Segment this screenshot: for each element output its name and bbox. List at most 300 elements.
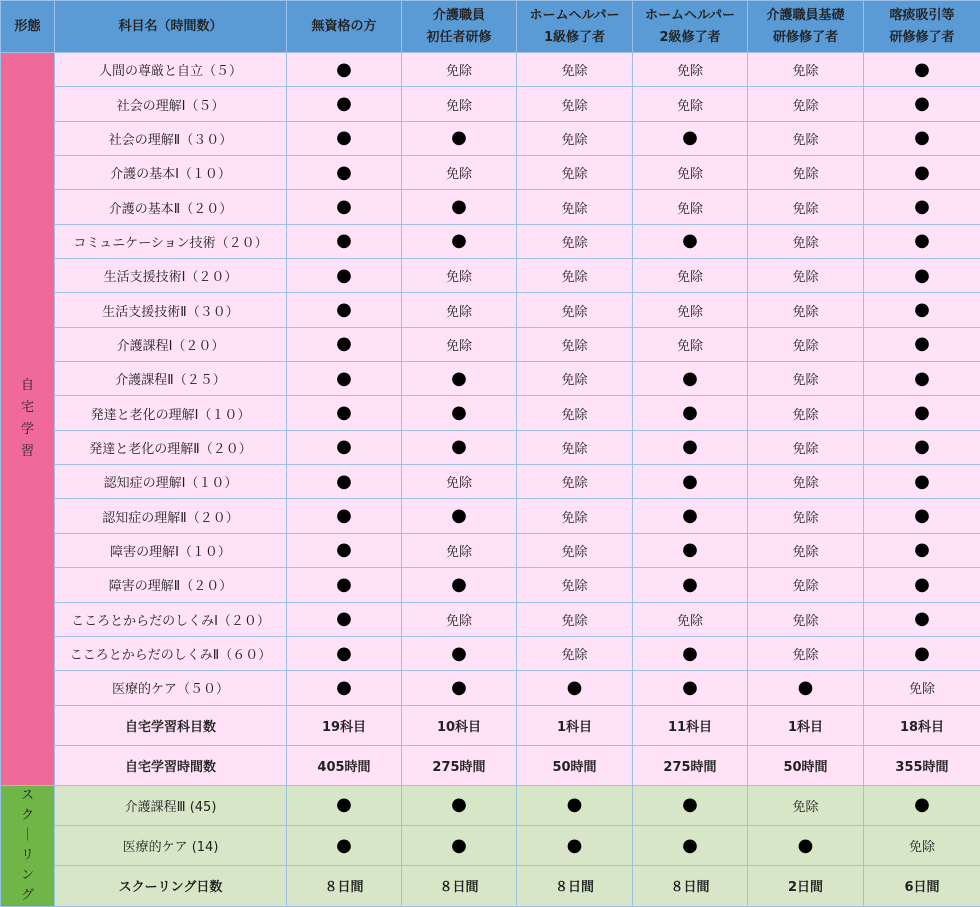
- required-dot-icon: ●: [336, 265, 352, 286]
- home-table-row: [1, 499, 980, 533]
- exempt-label: 免除: [446, 270, 472, 285]
- required-dot-icon: ●: [567, 677, 583, 698]
- form-label-home-char: 宅: [1, 397, 54, 419]
- home-value-cell: [517, 156, 633, 190]
- required-dot-icon: ●: [914, 59, 930, 80]
- form-label-schooling-char: ン: [1, 866, 54, 886]
- header-column: [517, 1, 633, 53]
- home-value-cell: [633, 430, 748, 464]
- home-value-cell: [748, 259, 864, 293]
- home-value-cell: [402, 362, 517, 396]
- subject-name: 認知症の理解Ⅱ（２０）: [55, 499, 287, 533]
- home-study-section: [1, 53, 980, 786]
- home-value-cell: [748, 465, 864, 499]
- required-dot-icon: ●: [682, 643, 698, 664]
- exempt-label: 免除: [792, 236, 818, 251]
- home-value-cell: [402, 53, 517, 87]
- summary-value: ８日間: [517, 866, 633, 907]
- home-value-cell: [633, 636, 748, 670]
- required-dot-icon: ●: [336, 299, 352, 320]
- exempt-label: 免除: [561, 270, 587, 285]
- exempt-label: 免除: [446, 99, 472, 114]
- required-dot-icon: ●: [914, 333, 930, 354]
- summary-label: スクーリング日数: [55, 866, 287, 907]
- header-column: [864, 1, 980, 53]
- home-value-cell: [748, 671, 864, 705]
- exempt-label: 免除: [561, 305, 587, 320]
- home-value-cell: [864, 636, 980, 670]
- home-value-cell: [633, 293, 748, 327]
- home-value-cell: [402, 636, 517, 670]
- home-table-row: [1, 396, 980, 430]
- exempt-label: 免除: [561, 339, 587, 354]
- subject-name: 認知症の理解Ⅰ（１０）: [55, 465, 287, 499]
- home-value-cell: [748, 156, 864, 190]
- required-dot-icon: ●: [682, 574, 698, 595]
- schooling-table-row: [1, 825, 980, 865]
- required-dot-icon: ●: [451, 196, 467, 217]
- required-dot-icon: ●: [914, 402, 930, 423]
- schooling-value-cell: [517, 785, 633, 825]
- exempt-label: 免除: [446, 305, 472, 320]
- home-value-cell: [287, 396, 402, 430]
- required-dot-icon: ●: [914, 265, 930, 286]
- home-value-cell: [517, 499, 633, 533]
- exempt-label: 免除: [792, 545, 818, 560]
- schooling-value-cell: [287, 785, 402, 825]
- home-value-cell: [402, 671, 517, 705]
- home-value-cell: [748, 568, 864, 602]
- home-value-cell: [633, 602, 748, 636]
- required-dot-icon: ●: [914, 643, 930, 664]
- required-dot-icon: ●: [682, 794, 698, 815]
- home-value-cell: [864, 671, 980, 705]
- home-value-cell: [517, 671, 633, 705]
- exempt-label: 免除: [561, 614, 587, 629]
- home-value-cell: [287, 499, 402, 533]
- summary-value: 2日間: [748, 866, 864, 907]
- exempt-label: 免除: [446, 64, 472, 79]
- form-label-home-char: 自: [1, 375, 54, 397]
- home-table-row: [1, 602, 980, 636]
- required-dot-icon: ●: [914, 162, 930, 183]
- exempt-label: 免除: [561, 202, 587, 217]
- home-value-cell: [633, 121, 748, 155]
- home-table-row: [1, 671, 980, 705]
- required-dot-icon: ●: [682, 539, 698, 560]
- exempt-label: 免除: [909, 682, 935, 697]
- schooling-summary-row: [1, 866, 980, 907]
- subject-name: 社会の理解Ⅱ（３０）: [55, 121, 287, 155]
- required-dot-icon: ●: [336, 608, 352, 629]
- required-dot-icon: ●: [914, 368, 930, 389]
- exempt-label: 免除: [561, 545, 587, 560]
- home-value-cell: [864, 465, 980, 499]
- header-column-line: 研修修了者: [889, 30, 954, 45]
- header-column: [402, 1, 517, 53]
- required-dot-icon: ●: [914, 230, 930, 251]
- home-value-cell: [864, 87, 980, 121]
- exempt-label: 免除: [677, 305, 703, 320]
- home-table-row: [1, 53, 980, 87]
- home-value-cell: [517, 465, 633, 499]
- header-subject: 科目名（時間数）: [55, 1, 287, 53]
- exempt-label: 免除: [677, 64, 703, 79]
- home-value-cell: [748, 224, 864, 258]
- required-dot-icon: ●: [682, 436, 698, 457]
- form-label-home-char: 学: [1, 419, 54, 441]
- home-value-cell: [748, 499, 864, 533]
- summary-value: 50時間: [517, 745, 633, 785]
- exempt-label: 免除: [561, 511, 587, 526]
- home-value-cell: [402, 121, 517, 155]
- required-dot-icon: ●: [336, 402, 352, 423]
- exempt-label: 免除: [446, 614, 472, 629]
- exempt-label: 免除: [792, 167, 818, 182]
- exempt-label: 免除: [792, 408, 818, 423]
- home-value-cell: [287, 602, 402, 636]
- required-dot-icon: ●: [336, 230, 352, 251]
- home-value-cell: [748, 293, 864, 327]
- home-table-row: [1, 533, 980, 567]
- required-dot-icon: ●: [336, 368, 352, 389]
- home-value-cell: [633, 568, 748, 602]
- home-value-cell: [517, 568, 633, 602]
- schooling-value-cell: [402, 825, 517, 865]
- home-value-cell: [517, 602, 633, 636]
- home-value-cell: [402, 396, 517, 430]
- header-column-line: 2級修了者: [659, 30, 720, 45]
- home-value-cell: [748, 396, 864, 430]
- home-value-cell: [633, 87, 748, 121]
- subject-name: 介護課程Ⅲ (45): [55, 785, 287, 825]
- required-dot-icon: ●: [451, 505, 467, 526]
- exempt-label: 免除: [792, 99, 818, 114]
- schooling-value-cell: [633, 785, 748, 825]
- subject-name: 障害の理解Ⅰ（１０）: [55, 533, 287, 567]
- home-value-cell: [633, 53, 748, 87]
- exempt-label: 免除: [792, 476, 818, 491]
- summary-label: 自宅学習時間数: [55, 745, 287, 785]
- required-dot-icon: ●: [336, 835, 352, 856]
- subject-name: 介護課程Ⅱ（２５）: [55, 362, 287, 396]
- home-value-cell: [633, 259, 748, 293]
- required-dot-icon: ●: [336, 59, 352, 80]
- subject-name: 人間の尊厳と自立（５）: [55, 53, 287, 87]
- required-dot-icon: ●: [451, 794, 467, 815]
- summary-label: 自宅学習科目数: [55, 705, 287, 745]
- home-value-cell: [402, 259, 517, 293]
- home-value-cell: [402, 327, 517, 361]
- required-dot-icon: ●: [567, 794, 583, 815]
- required-dot-icon: ●: [451, 368, 467, 389]
- home-value-cell: [402, 430, 517, 464]
- home-value-cell: [748, 327, 864, 361]
- summary-value: 275時間: [633, 745, 748, 785]
- exempt-label: 免除: [561, 373, 587, 388]
- required-dot-icon: ●: [682, 505, 698, 526]
- required-dot-icon: ●: [451, 574, 467, 595]
- subject-name: 障害の理解Ⅱ（２０）: [55, 568, 287, 602]
- home-value-cell: [864, 259, 980, 293]
- exempt-label: 免除: [677, 339, 703, 354]
- home-table-row: [1, 636, 980, 670]
- home-value-cell: [517, 53, 633, 87]
- exempt-label: 免除: [446, 339, 472, 354]
- summary-value: 11科目: [633, 705, 748, 745]
- required-dot-icon: ●: [914, 93, 930, 114]
- home-table-row: [1, 465, 980, 499]
- home-value-cell: [633, 499, 748, 533]
- required-dot-icon: ●: [451, 127, 467, 148]
- home-value-cell: [517, 190, 633, 224]
- home-value-cell: [864, 121, 980, 155]
- exempt-label: 免除: [677, 270, 703, 285]
- exempt-label: 免除: [446, 167, 472, 182]
- home-table-row: [1, 568, 980, 602]
- required-dot-icon: ●: [682, 835, 698, 856]
- exempt-label: 免除: [792, 133, 818, 148]
- home-value-cell: [864, 190, 980, 224]
- subject-name: 医療的ケア (14): [55, 825, 287, 865]
- home-value-cell: [864, 602, 980, 636]
- header-column-line: 介護職員基礎: [766, 8, 844, 23]
- schooling-section: [1, 785, 980, 906]
- home-value-cell: [517, 396, 633, 430]
- required-dot-icon: ●: [914, 471, 930, 492]
- exempt-label: 免除: [561, 579, 587, 594]
- home-value-cell: [402, 190, 517, 224]
- summary-value: 1科目: [748, 705, 864, 745]
- home-table-row: [1, 293, 980, 327]
- home-value-cell: [864, 362, 980, 396]
- home-table-row: [1, 121, 980, 155]
- home-value-cell: [287, 533, 402, 567]
- required-dot-icon: ●: [914, 505, 930, 526]
- home-table-row: [1, 362, 980, 396]
- header-form: 形態: [1, 1, 55, 53]
- subject-name: 介護課程Ⅰ（２０）: [55, 327, 287, 361]
- home-value-cell: [287, 636, 402, 670]
- subject-name: 生活支援技術Ⅰ（２０）: [55, 259, 287, 293]
- required-dot-icon: ●: [336, 574, 352, 595]
- required-dot-icon: ●: [914, 608, 930, 629]
- home-value-cell: [633, 671, 748, 705]
- required-dot-icon: ●: [336, 505, 352, 526]
- required-dot-icon: ●: [798, 677, 814, 698]
- summary-value: 6日間: [864, 866, 980, 907]
- home-value-cell: [287, 465, 402, 499]
- form-label-schooling-char: リ: [1, 846, 54, 866]
- exempt-label: 免除: [561, 442, 587, 457]
- form-label-schooling-char: ｜: [1, 826, 54, 846]
- home-value-cell: [402, 465, 517, 499]
- schooling-value-cell: [287, 825, 402, 865]
- home-table-row: [1, 430, 980, 464]
- subject-name: 介護の基本Ⅰ（１０）: [55, 156, 287, 190]
- exempt-label: 免除: [561, 476, 587, 491]
- header-column-line: 1級修了者: [544, 30, 605, 45]
- summary-value: 405時間: [287, 745, 402, 785]
- home-summary-row: [1, 745, 980, 785]
- home-value-cell: [287, 671, 402, 705]
- exempt-label: 免除: [561, 64, 587, 79]
- form-label-schooling-char: ク: [1, 806, 54, 826]
- home-value-cell: [402, 602, 517, 636]
- home-value-cell: [517, 293, 633, 327]
- home-value-cell: [287, 190, 402, 224]
- home-value-cell: [287, 87, 402, 121]
- header-column-line: ホームヘルパー: [529, 8, 619, 23]
- schooling-value-cell: [864, 825, 980, 865]
- exempt-label: 免除: [561, 99, 587, 114]
- home-value-cell: [287, 293, 402, 327]
- required-dot-icon: ●: [914, 299, 930, 320]
- home-value-cell: [517, 121, 633, 155]
- home-value-cell: [748, 190, 864, 224]
- exempt-label: 免除: [792, 648, 818, 663]
- home-value-cell: [748, 533, 864, 567]
- exempt-label: 免除: [561, 133, 587, 148]
- summary-value: ８日間: [287, 866, 402, 907]
- header-column: [633, 1, 748, 53]
- subject-name: 医療的ケア（５０）: [55, 671, 287, 705]
- header-column-line: 無資格の方: [311, 19, 376, 34]
- home-value-cell: [402, 533, 517, 567]
- home-table-row: [1, 87, 980, 121]
- exempt-label: 免除: [792, 339, 818, 354]
- home-value-cell: [287, 224, 402, 258]
- exempt-label: 免除: [792, 202, 818, 217]
- home-value-cell: [748, 121, 864, 155]
- home-table-row: [1, 224, 980, 258]
- required-dot-icon: ●: [451, 402, 467, 423]
- exempt-label: 免除: [792, 800, 818, 815]
- exempt-label: 免除: [561, 167, 587, 182]
- home-value-cell: [633, 190, 748, 224]
- home-value-cell: [402, 224, 517, 258]
- required-dot-icon: ●: [914, 794, 930, 815]
- summary-value: ８日間: [402, 866, 517, 907]
- exempt-label: 免除: [792, 442, 818, 457]
- home-value-cell: [633, 156, 748, 190]
- required-dot-icon: ●: [336, 127, 352, 148]
- header-row: [1, 1, 980, 53]
- summary-value: 50時間: [748, 745, 864, 785]
- required-dot-icon: ●: [336, 196, 352, 217]
- home-value-cell: [864, 499, 980, 533]
- home-value-cell: [517, 87, 633, 121]
- home-value-cell: [748, 53, 864, 87]
- home-table-row: [1, 190, 980, 224]
- home-value-cell: [287, 121, 402, 155]
- home-value-cell: [864, 396, 980, 430]
- home-value-cell: [748, 430, 864, 464]
- exempt-label: 免除: [792, 305, 818, 320]
- home-table-row: [1, 259, 980, 293]
- required-dot-icon: ●: [914, 196, 930, 217]
- home-value-cell: [633, 396, 748, 430]
- summary-value: ８日間: [633, 866, 748, 907]
- required-dot-icon: ●: [336, 471, 352, 492]
- form-label-schooling: [1, 785, 55, 906]
- required-dot-icon: ●: [451, 677, 467, 698]
- schooling-value-cell: [402, 785, 517, 825]
- exempt-label: 免除: [792, 511, 818, 526]
- required-dot-icon: ●: [682, 402, 698, 423]
- schooling-value-cell: [864, 785, 980, 825]
- home-value-cell: [864, 293, 980, 327]
- subject-name: コミュニケーション技術（２０）: [55, 224, 287, 258]
- home-value-cell: [517, 533, 633, 567]
- required-dot-icon: ●: [336, 162, 352, 183]
- home-table-row: [1, 156, 980, 190]
- required-dot-icon: ●: [682, 230, 698, 251]
- subject-name: こころとからだのしくみⅡ（６０）: [55, 636, 287, 670]
- required-dot-icon: ●: [682, 127, 698, 148]
- summary-value: 18科目: [864, 705, 980, 745]
- exempt-label: 免除: [677, 99, 703, 114]
- home-value-cell: [864, 430, 980, 464]
- summary-value: 19科目: [287, 705, 402, 745]
- required-dot-icon: ●: [451, 436, 467, 457]
- home-value-cell: [864, 224, 980, 258]
- home-value-cell: [402, 156, 517, 190]
- required-dot-icon: ●: [914, 127, 930, 148]
- home-value-cell: [633, 327, 748, 361]
- exempt-label: 免除: [561, 236, 587, 251]
- header-column-line: 介護職員: [433, 8, 485, 23]
- form-label-home-char: 習: [1, 441, 54, 463]
- required-dot-icon: ●: [914, 539, 930, 560]
- home-value-cell: [633, 224, 748, 258]
- home-value-cell: [517, 636, 633, 670]
- required-dot-icon: ●: [914, 436, 930, 457]
- home-value-cell: [402, 293, 517, 327]
- home-value-cell: [517, 430, 633, 464]
- home-value-cell: [633, 465, 748, 499]
- required-dot-icon: ●: [451, 230, 467, 251]
- exempt-label: 免除: [792, 270, 818, 285]
- schooling-table-row: [1, 785, 980, 825]
- home-value-cell: [402, 568, 517, 602]
- summary-value: 355時間: [864, 745, 980, 785]
- form-label-home: [1, 53, 55, 786]
- exempt-label: 免除: [446, 476, 472, 491]
- required-dot-icon: ●: [336, 539, 352, 560]
- header-column-line: ホームヘルパー: [645, 8, 735, 23]
- home-value-cell: [287, 568, 402, 602]
- form-label-schooling-char: グ: [1, 886, 54, 906]
- exempt-label: 免除: [561, 408, 587, 423]
- exempt-label: 免除: [677, 614, 703, 629]
- home-value-cell: [748, 87, 864, 121]
- schooling-value-cell: [517, 825, 633, 865]
- home-value-cell: [864, 327, 980, 361]
- exempt-label: 免除: [446, 545, 472, 560]
- required-dot-icon: ●: [336, 436, 352, 457]
- exempt-label: 免除: [792, 579, 818, 594]
- summary-value: 275時間: [402, 745, 517, 785]
- required-dot-icon: ●: [336, 794, 352, 815]
- home-value-cell: [864, 156, 980, 190]
- home-value-cell: [748, 636, 864, 670]
- home-value-cell: [287, 156, 402, 190]
- required-dot-icon: ●: [798, 835, 814, 856]
- home-value-cell: [402, 87, 517, 121]
- required-dot-icon: ●: [914, 574, 930, 595]
- home-value-cell: [748, 602, 864, 636]
